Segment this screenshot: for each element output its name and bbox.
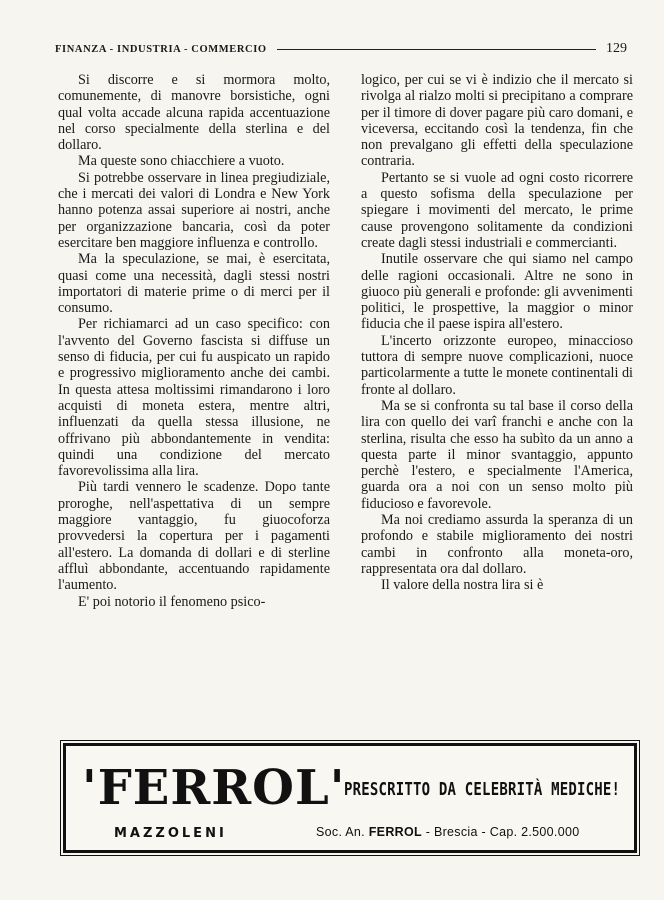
ferrol-advertisement xyxy=(63,743,637,853)
paragraph: logico, per cui se vi è indizio che il mercato si rivolga al rialzo molti si precipitano a comprare per il timore di dover pagare più caro domani, e viceversa, eccitando così la tendenza, fin che non prevalgano gli effetti della speculazione contraria. xyxy=(361,72,633,170)
header-rule xyxy=(277,49,596,50)
paragraph: E' poi notorio il fenomeno psico- xyxy=(78,593,266,610)
paragraph: Ma noi crediamo assurda la speranza di un profondo e stabile miglioramento dei nostri cambi in confronto alla moneta-oro, rappresentata ora dal dollaro. xyxy=(361,512,633,577)
paragraph: Più tardi vennero le scadenze. Dopo tante proroghe, nell'aspettativa di un sempre maggiore vantaggio, fu giuocoforza provvedersi la copertura per i pagamenti all'estero. La domanda di dollari e di sterline affluì abbondante, accentuando rapidamente l'aumento. xyxy=(58,479,330,594)
page-number: 129 xyxy=(606,41,627,56)
company-city: - Brescia - xyxy=(425,825,486,839)
company-line xyxy=(316,825,579,839)
paragraph: Si potrebbe osservare in linea pregiudiziale, che i mercati dei valori di Londra e New York hanno potenza assai superiore ai nostri, anche per organizzazione bancaria, così da poter esercitare ben maggiore influenza e controllo. xyxy=(58,169,330,251)
paragraph: Pertanto se si vuole ad ogni costo ricorrere a questo sofisma della speculazione per spiegare i movimenti del mercato, le prime cause provengono solitamente da condizioni create dagli stessi industriali e commercianti. xyxy=(361,169,633,251)
ferrol-logo-subtitle: MAZZOLENI xyxy=(114,826,227,841)
paragraph: Ma queste sono chiacchiere a vuoto. xyxy=(78,153,285,170)
paragraph: Il valore della nostra lira si è xyxy=(381,577,544,594)
company-capital: Cap. 2.500.000 xyxy=(489,825,580,839)
ad-slogan: PRESCRITTO DA CELEBRITÀ MEDICHE! xyxy=(344,780,621,800)
paragraph: Inutile osservare che qui siamo nel campo delle ragioni occasionali. Altre ne sono in giuoco più generali e profonde: gli avvenimenti politici, le prospettive, la maggior o minor fiducia che il paese ispira all'estero. xyxy=(361,251,633,333)
paragraph: Ma la speculazione, se mai, è esercitata, quasi come una necessità, dagli stessi nostri importatori di materie prime o di merci per il consumo. xyxy=(58,251,330,317)
paragraph: Si discorre e si mormora molto, comunemente, di manovre borsistiche, ogni qual volta accade alcuna rapida accentuazione nel corso specialmente della sterlina e del dollaro. xyxy=(58,72,330,154)
paragraph: Ma se si confronta su tal base il corso della lira con quello dei varî franchi e anche con la sterlina, risulta che esso ha subìto da un anno a questa parte il minor svantaggio, appunto perchè l'estero, e specialmente l'America, guarda ora a noi con un senso molto più fiducioso e favorevole. xyxy=(361,397,633,512)
left-column xyxy=(58,72,330,736)
company-name: FERROL xyxy=(368,825,422,839)
running-header-title: FINANZA - INDUSTRIA - COMMERCIO xyxy=(55,43,267,55)
company-prefix: Soc. An. xyxy=(316,825,365,839)
right-column xyxy=(361,72,633,736)
ferrol-logo: 'FERROL' xyxy=(82,760,346,816)
paragraph: Per richiamarci ad un caso specifico: con l'avvento del Governo fascista si diffuse un senso di fiducia, per cui fu auspicato un rapido e progressivo miglioramento anche dei cambi. In questa attesa moltissimi rimandarono i loro acquisti di moneta estera, mentre altri, influenzati da quella stessa illusione, ne offrivano più abbondantemente in vendita: quindi una condizione del mercato favorevolissima alla lira. xyxy=(58,316,330,480)
paragraph: L'incerto orizzonte europeo, minaccioso tuttora di sempre nuove complicazioni, nuoce particolarmente a tutte le monete continentali di fronte al dollaro. xyxy=(361,332,633,398)
page-header xyxy=(55,40,627,58)
article-body xyxy=(58,72,633,736)
